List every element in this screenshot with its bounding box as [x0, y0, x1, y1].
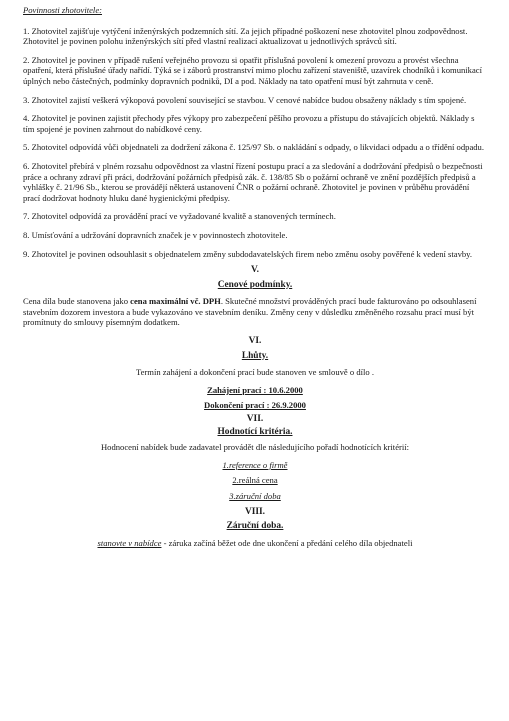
section-heading: Povinnosti zhotovitele:: [23, 5, 102, 15]
warranty-lead: stanovte v nabídce: [97, 537, 162, 548]
paragraph-8: 8. Umísťování a udržování dopravních značek je v povinnostech zhotovitele.: [23, 229, 288, 240]
warranty-paragraph: [23, 538, 487, 549]
criterion-2-text: 2.reálná cena: [232, 475, 278, 486]
criterion-2: [23, 475, 487, 486]
paragraph-1: 1. Zhotovitel zajišťuje vytýčení inženýrských podzemních sítí. Za jejich případné poškození nese zhotovitel plnou zodpovědnost. Zhotovitel je povinen polohu inženýrských sítí před vlastní realizací aktualizovat u jednotlivých správců sítí.: [23, 25, 468, 47]
paragraph-7: 7. Zhotovitel odpovídá za provádění prací ve vyžadované kvalitě a stanovených termínech.: [23, 211, 336, 222]
start-date-text: Zahájení prací : 10.6.2000: [207, 384, 303, 395]
paragraph-4: 4. Zhotovitel je povinen zajistit přechody přes výkopy pro zabezpečení pěšího provozu a přístupu do stávajících objektů. Náklady s tím spojené je povinen zahrnout do nabídkové ceny.: [23, 113, 475, 134]
section-6-number: VI.: [248, 336, 262, 347]
warranty-text: - záruka začíná běžet ode dne ukončení a předání celého díla objednateli: [161, 537, 413, 548]
end-date-text: Dokončení prací : 26.9.2000: [204, 400, 306, 411]
price-paragraph: [23, 296, 487, 328]
section-7-number: VII.: [246, 414, 264, 425]
price-text-bold: cena maximální vč. DPH: [130, 296, 221, 307]
paragraph-6: 6. Zhotovitel přebírá v plném rozsahu odpovědnost za vlastní řízení postupu prací a za sledování a dodržování předpisů o bezpečnosti práce a ochrany zdraví při práci, dodržování požárních předpisů zák. č. 138/85 Sb o požární ochraně ve znění pozdějších předpisů a vyhlášky č. 21/96 Sb., kterou se provádějí některá ustanovení ČNR o požární ochraně. Zhotovitel je povinen v průběhu provádění prací dodržovat hodnoty hluku dané hygienickými předpisy.: [23, 160, 483, 203]
price-text-pre: Cena díla bude stanovena jako: [23, 296, 131, 307]
criterion-1: [23, 460, 487, 471]
criterion-3-text: 3.záruční doba: [229, 491, 281, 501]
paragraph-3: 3. Zhotovitel zajistí veškerá výkopová povolení související se stavbou. V cenové nabídce budou obsaženy náklady s tím spojené.: [23, 94, 467, 105]
section-5-number: V.: [251, 265, 259, 276]
start-date: [23, 385, 487, 396]
paragraph-5: 5. Zhotovitel odpovídá vůči objednateli za dodržení zákona č. 125/97 Sb. o nakládání s odpady, o likvidaci odpadu a o třídění odpadu.: [23, 142, 485, 153]
paragraph-9: 9. Zhotovitel je povinen odsouhlasit s objednatelem změny subdodavatelských firem nebo změnu osoby pověřené k vedení stavby.: [23, 248, 473, 259]
section-7-title: Hodnotící kritéria.: [217, 426, 293, 437]
price-text-post: . Skutečné množství prováděných prací bude fakturováno po odsouhlasení stavebním dozorem investora a bude vykazováno ve stavebním deníku. Změny ceny v důsledku změněného rozsahu prací musí být promítnuty do smlouvy písemným dodatkem.: [23, 296, 477, 328]
section-8-title: Záruční doba.: [226, 521, 284, 532]
section-8-number: VIII.: [244, 506, 266, 517]
section-6-title: Lhůty.: [241, 350, 269, 361]
criteria-text: Hodnocení nabídek bude zadavatel provádět dle následujícího pořadí hodnotících kritérií:: [100, 442, 410, 453]
paragraph-2: 2. Zhotovitel je povinen v případě rušení veřejného provozu si opatřit příslušná povolení k omezení provozu a provést všechna opatření, která příslušné úřady nařídí. Týká se i záborů prostranství mimo plochu zařízení staveniště, uzavírek chodníků i komunikací úplných nebo částečných, podmínky dopravních podniků, DI a pod. Náklady na tato opatření musí být zahrnuta v ceně.: [23, 54, 482, 86]
criterion-1-text: 1.reference o firmě: [222, 459, 288, 470]
criterion-3: [23, 491, 487, 502]
end-date: [23, 400, 487, 411]
deadline-text: Termín zahájení a dokončení prací bude stanoven ve smlouvě o dílo .: [135, 367, 375, 378]
section-5-title: Cenové podmínky.: [217, 279, 293, 290]
